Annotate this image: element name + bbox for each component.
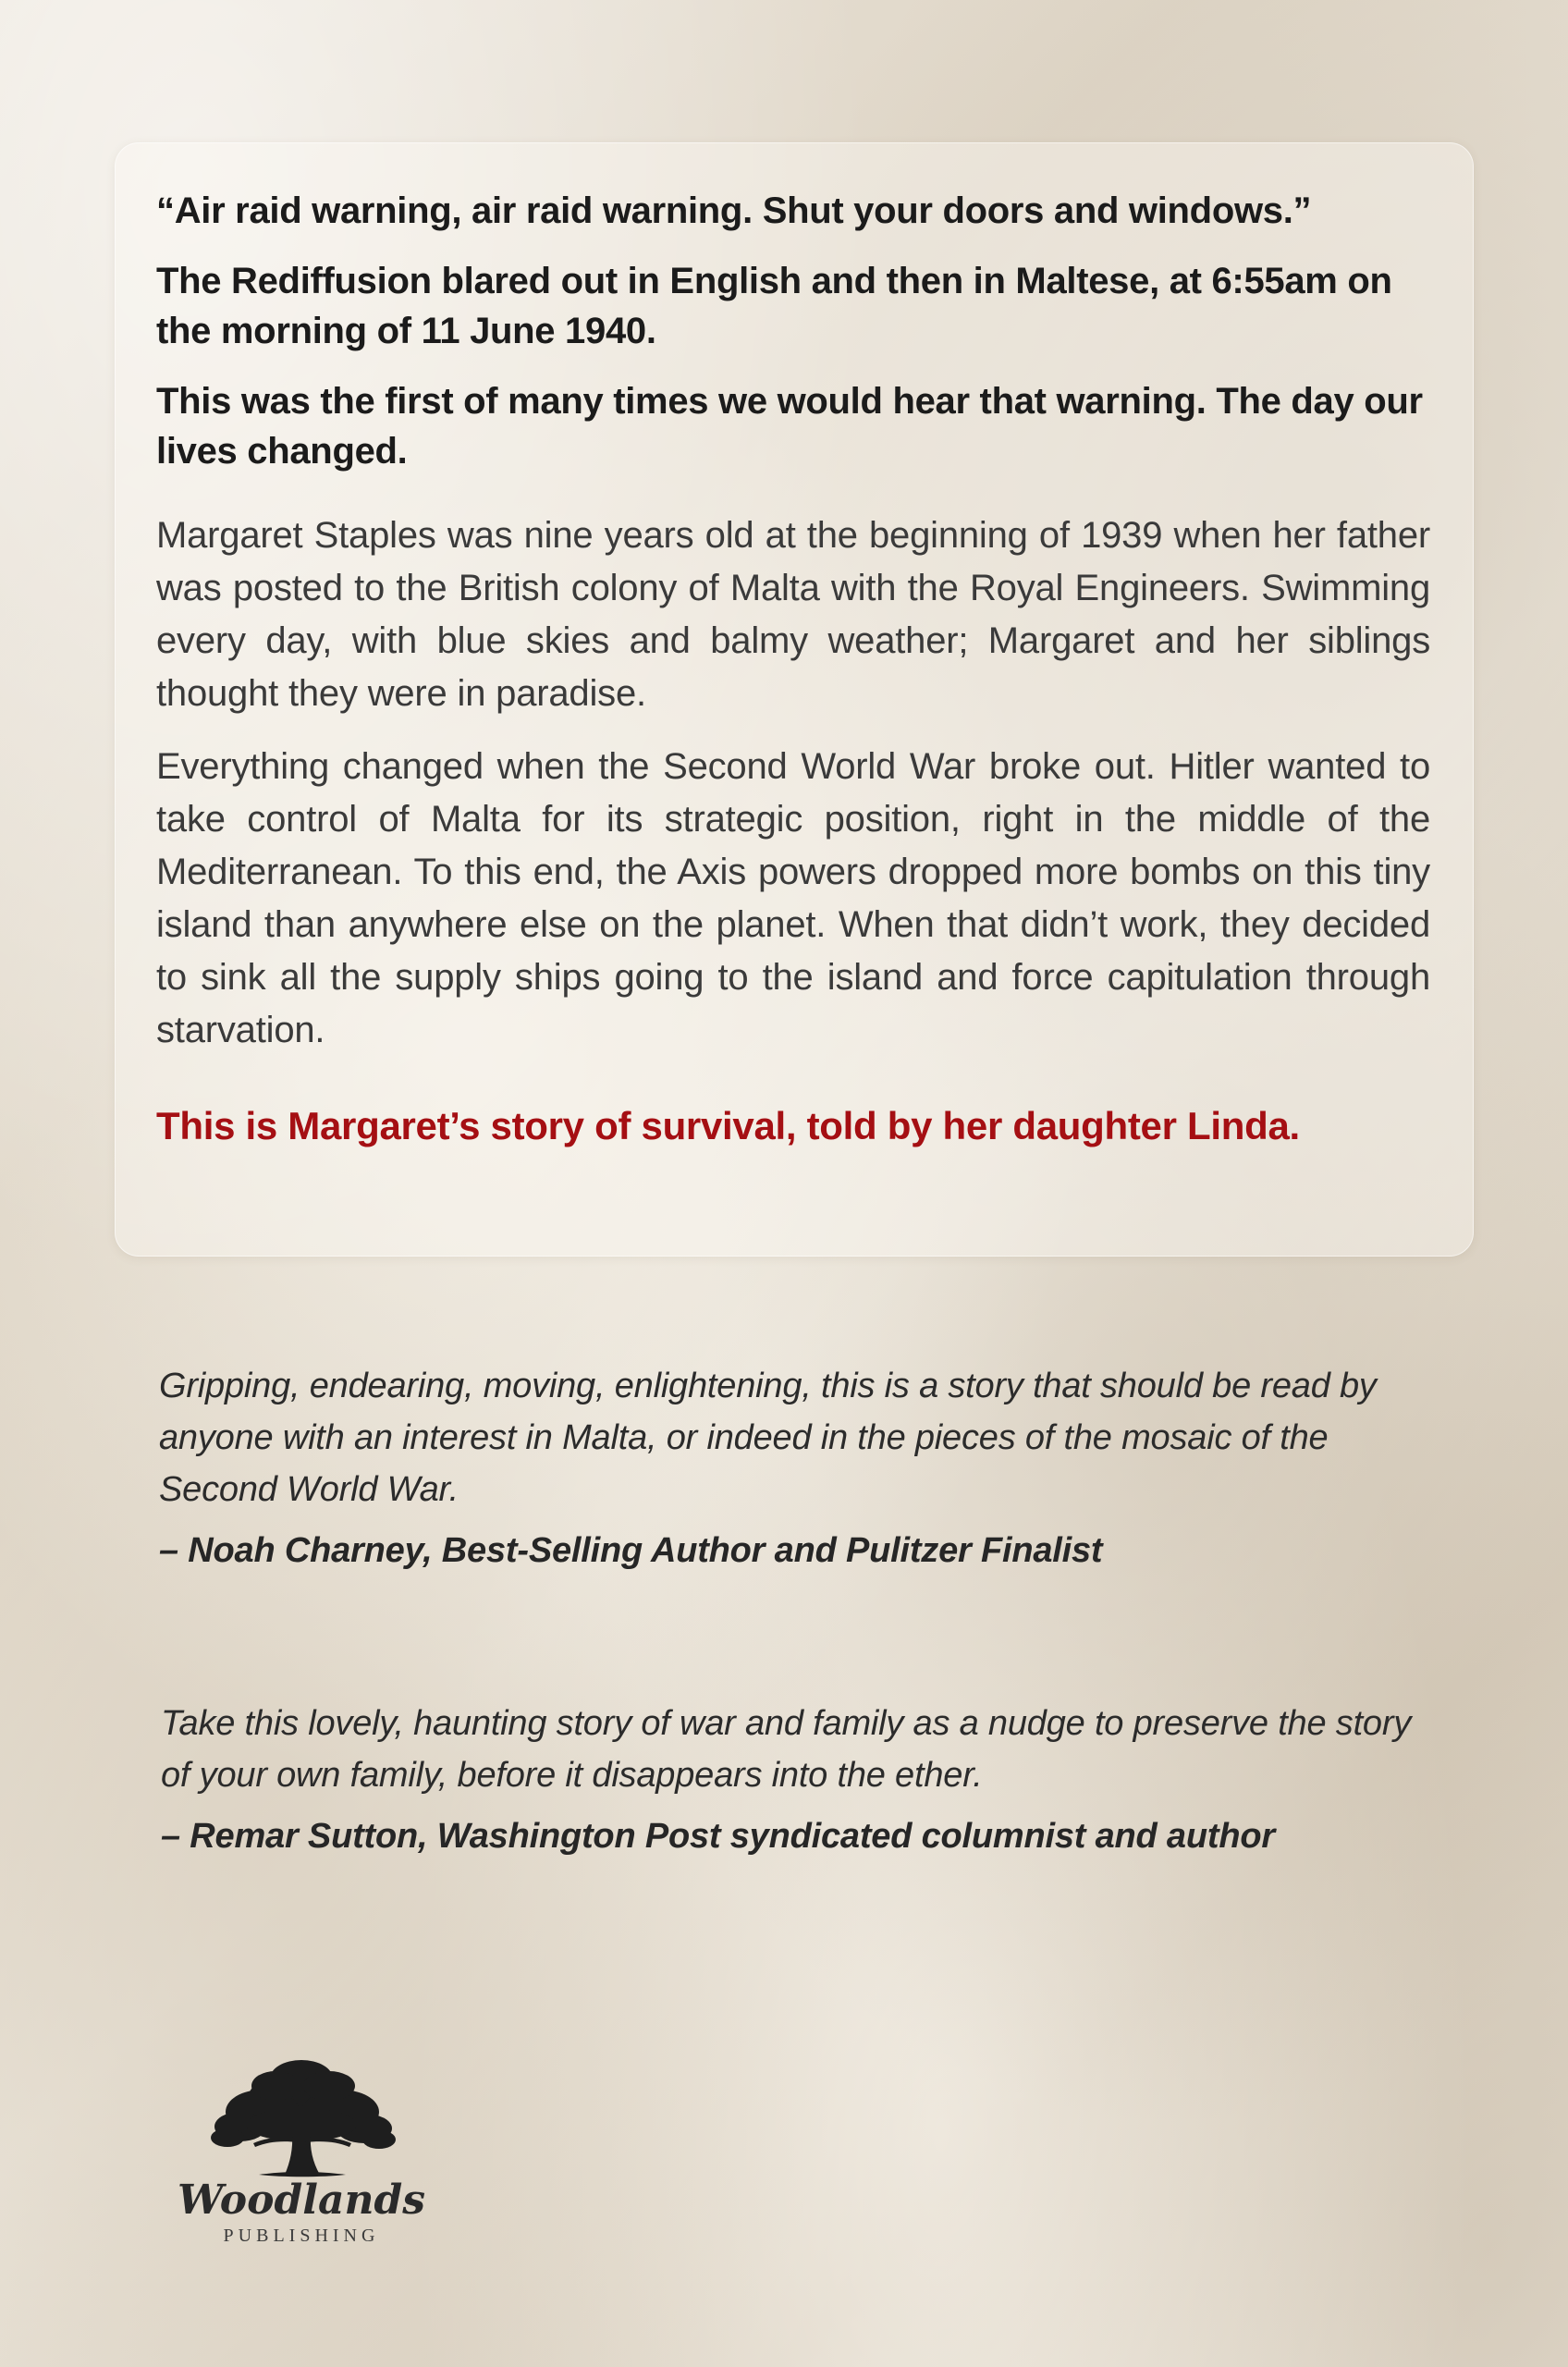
hook-warning-line: This was the first of many times we would hear that warning. The day our lives changed.	[156, 381, 1423, 472]
review-quote: Take this lovely, haunting story of war and family as a nudge to preserve the story of your own family, before it disappears into the ether.	[161, 1704, 1412, 1795]
back-cover-blurb-panel	[115, 142, 1474, 1257]
story-tagline: This is Margaret’s story of survival, told by her daughter Linda.	[156, 1104, 1300, 1147]
publisher-name-caps: PUBLISHING	[223, 2226, 380, 2246]
review-attribution: – Remar Sutton, Washington Post syndicated columnist and author	[161, 1817, 1275, 1856]
hook-quote-line: “Air raid warning, air raid warning. Shut your doors and windows.”	[156, 190, 1312, 231]
publisher-logo	[163, 2045, 440, 2249]
synopsis-paragraph-1: Margaret Staples was nine years old at the beginning of 1939 when her father was posted to the British colony of Malta with the Royal Engineers. Swimming every day, with blue skies and balmy weather; Margaret and her siblings thought they were in paradise.	[156, 515, 1430, 714]
publisher-name-script: Woodlands	[177, 2177, 426, 2224]
review-remar-sutton	[161, 1698, 1427, 1862]
oak-tree-icon	[163, 2045, 440, 2249]
hook-rediffusion-line: The Rediffusion blared out in English and then in Maltese, at 6:55am on the morning of 11 June 1940.	[156, 261, 1392, 351]
review-noah-charney	[159, 1360, 1426, 1576]
review-attribution: – Noah Charney, Best-Selling Author and Pulitzer Finalist	[159, 1531, 1103, 1570]
synopsis-paragraph-2: Everything changed when the Second World War broke out. Hitler wanted to take control of Malta for its strategic position, right in the middle of the Mediterranean. To this end, the Axis powers dropped more bombs on this tiny island than anywhere else on the planet. When that didn’t work, they decided to sink all the supply ships going to the island and force capitulation through starvation.	[156, 746, 1430, 1050]
review-quote: Gripping, endearing, moving, enlightening, this is a story that should be read by anyone with an interest in Malta, or indeed in the pieces of the mosaic of the Second World War.	[159, 1367, 1377, 1509]
